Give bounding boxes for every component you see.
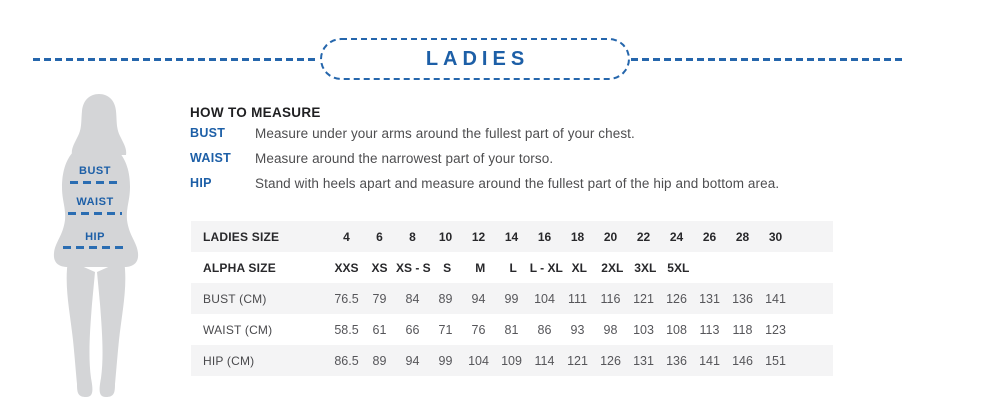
table-cell: 116 — [600, 291, 621, 306]
table-cell: 99 — [438, 353, 453, 368]
table-row-label: BUST (CM) — [203, 291, 267, 306]
table-cell: 86 — [537, 322, 552, 337]
table-cell: 66 — [405, 322, 420, 337]
measure-label-waist: WAIST — [190, 151, 232, 165]
table-cell: 5XL — [667, 260, 690, 275]
table-cell: 86.5 — [334, 353, 359, 368]
figure-waist-line — [68, 212, 122, 215]
table-cell: 89 — [372, 353, 387, 368]
figure-waist-label: WAIST — [76, 196, 114, 208]
table-row-label: ALPHA SIZE — [203, 260, 276, 275]
table-cell: 61 — [372, 322, 387, 337]
table-cell: 109 — [501, 353, 522, 368]
measure-instruction-hip — [190, 176, 980, 191]
table-row — [191, 345, 833, 376]
table-cell: 8 — [409, 229, 416, 244]
table-cell: 28 — [735, 229, 750, 244]
section-title: LADIES — [425, 47, 530, 70]
table-cell: XS — [371, 260, 388, 275]
table-cell: 136 — [732, 291, 753, 306]
table-row — [191, 221, 833, 252]
table-row — [191, 252, 833, 283]
measure-label-hip: HIP — [190, 176, 212, 190]
table-cell: 114 — [534, 353, 555, 368]
figure-hip-line — [63, 246, 127, 249]
table-cell: 121 — [567, 353, 588, 368]
measure-instruction-bust — [190, 126, 980, 141]
table-cell: 113 — [699, 322, 720, 337]
table-cell: 14 — [504, 229, 519, 244]
table-cell: 118 — [732, 322, 753, 337]
table-cell: 2XL — [601, 260, 624, 275]
header-dash-right — [631, 58, 903, 61]
table-cell: M — [475, 260, 486, 275]
table-cell: 111 — [567, 291, 587, 306]
table-cell: 99 — [504, 291, 519, 306]
header-dash-left — [33, 58, 319, 61]
table-cell: 126 — [600, 353, 621, 368]
figure-hip-label: HIP — [85, 231, 105, 243]
table-cell: XL — [571, 260, 587, 275]
table-cell: 141 — [699, 353, 720, 368]
table-cell: 104 — [534, 291, 555, 306]
size-table — [191, 221, 833, 376]
header-capsule — [320, 38, 630, 80]
table-cell: 146 — [732, 353, 753, 368]
measure-label-bust: BUST — [190, 126, 226, 140]
table-cell: 98 — [603, 322, 618, 337]
measure-instruction-waist — [190, 151, 980, 166]
table-cell: 20 — [603, 229, 618, 244]
table-row — [191, 283, 833, 314]
table-cell: 93 — [570, 322, 585, 337]
table-cell: S — [443, 260, 452, 275]
table-cell: 94 — [405, 353, 420, 368]
table-cell: 22 — [636, 229, 651, 244]
table-cell: 71 — [438, 322, 453, 337]
table-cell: 123 — [765, 322, 786, 337]
table-cell: 104 — [468, 353, 489, 368]
table-cell: 136 — [666, 353, 687, 368]
table-cell: XXS — [334, 260, 359, 275]
table-cell: 3XL — [634, 260, 657, 275]
measure-text-bust: Measure under your arms around the fullest part of your chest. — [255, 126, 635, 141]
table-cell: 84 — [405, 291, 420, 306]
table-cell: 6 — [376, 229, 383, 244]
table-cell: 10 — [438, 229, 453, 244]
table-cell: 16 — [537, 229, 552, 244]
table-cell: 12 — [471, 229, 486, 244]
table-cell: 26 — [702, 229, 717, 244]
table-cell: XS - S — [396, 260, 431, 275]
table-cell: 103 — [633, 322, 654, 337]
table-cell: 151 — [765, 353, 786, 368]
table-cell: 108 — [666, 322, 687, 337]
table-cell: 24 — [669, 229, 684, 244]
table-cell: 76.5 — [334, 291, 359, 306]
table-cell: 81 — [504, 322, 519, 337]
table-cell: 30 — [768, 229, 783, 244]
table-cell: L — [509, 260, 517, 275]
table-cell: 121 — [633, 291, 654, 306]
table-row-label: LADIES SIZE — [203, 229, 280, 244]
figure-bust-label: BUST — [79, 165, 111, 177]
table-cell: 94 — [471, 291, 486, 306]
table-cell: 126 — [666, 291, 687, 306]
table-row-label: WAIST (CM) — [203, 322, 273, 337]
table-cell: 141 — [765, 291, 786, 306]
table-cell: 4 — [343, 229, 350, 244]
table-cell: 89 — [438, 291, 453, 306]
table-row-label: HIP (CM) — [203, 353, 255, 368]
table-cell: 79 — [372, 291, 387, 306]
table-cell: L - XL — [529, 260, 563, 275]
table-cell: 131 — [699, 291, 720, 306]
measure-text-hip: Stand with heels apart and measure around the fullest part of the hip and bottom area. — [255, 176, 780, 191]
table-cell: 131 — [633, 353, 654, 368]
table-row — [191, 314, 833, 345]
figure-bust-line — [70, 181, 120, 184]
table-cell: 18 — [570, 229, 585, 244]
table-cell: 76 — [471, 322, 486, 337]
table-cell: 58.5 — [334, 322, 359, 337]
how-to-measure-title: HOW TO MEASURE — [190, 105, 321, 120]
measure-text-waist: Measure around the narrowest part of your torso. — [255, 151, 554, 166]
